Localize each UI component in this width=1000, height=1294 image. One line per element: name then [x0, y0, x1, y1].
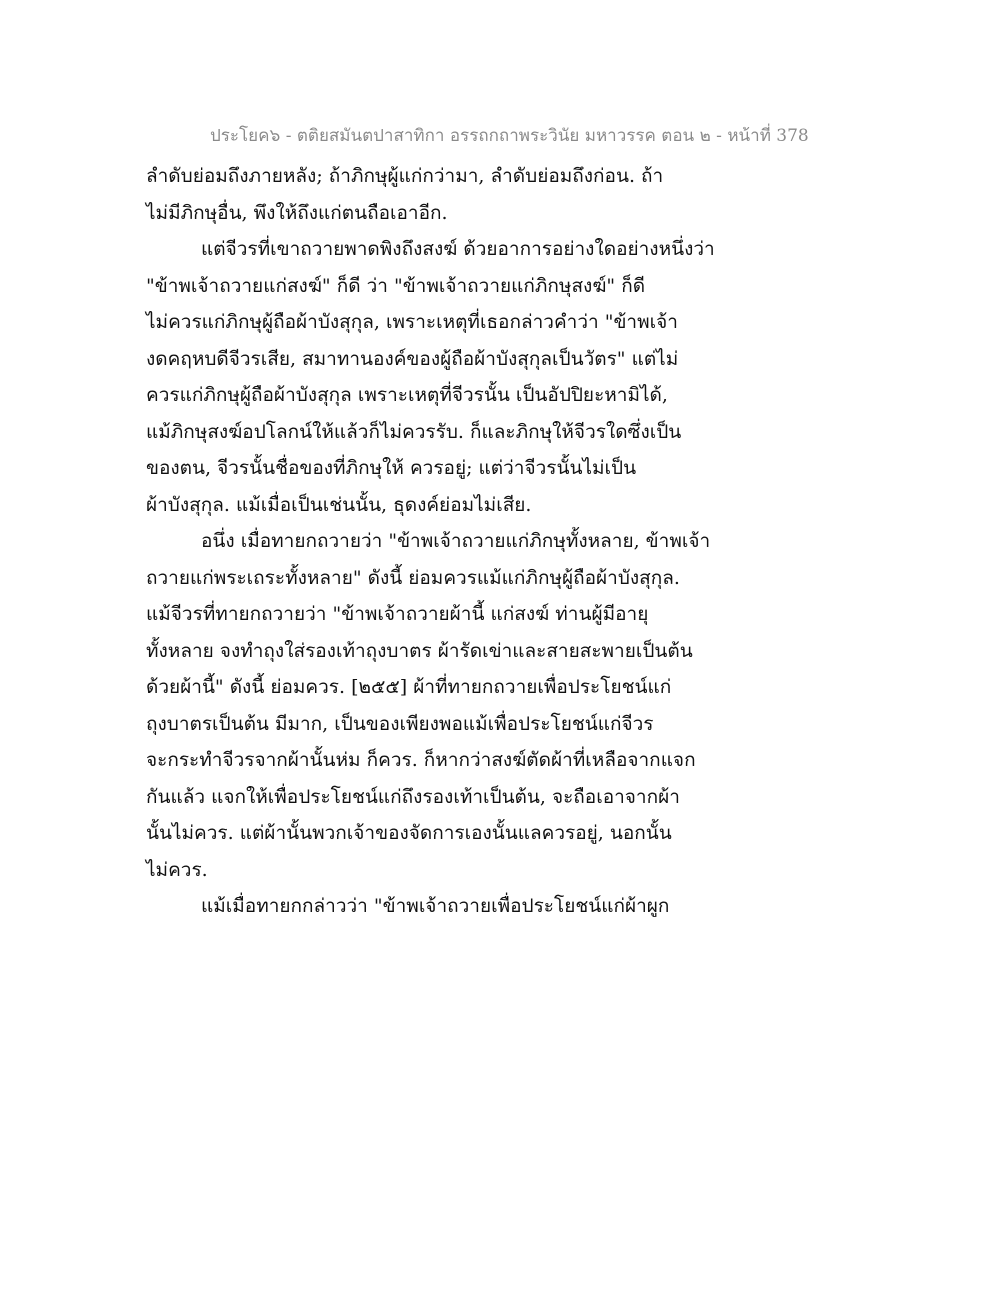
- text-line: แม้จีวรที่ทายกถวายว่า "ข้าพเจ้าถวายผ้านี้ แก่สงฆ์ ท่านผู้มีอายุ: [146, 603, 649, 625]
- paragraph-start-line: อนึ่ง เมื่อทายกถวายว่า "ข้าพเจ้าถวายแก่ภิกษุทั้งหลาย, ข้าพเจ้า: [201, 530, 711, 552]
- text-line: ด้วยผ้านี้" ดังนี้ ย่อมควร. [๒๕๕] ผ้าที่ทายกถวายเพื่อประโยชน์แก่: [146, 676, 672, 698]
- text-line: ลำดับย่อมถึงภายหลัง; ถ้าภิกษุผู้แก่กว่ามา, ลำดับย่อมถึงก่อน. ถ้า: [146, 165, 664, 187]
- paragraph-start-line: แต่จีวรที่เขาถวายพาดพิงถึงสงฆ์ ด้วยอาการอย่างใดอย่างหนึ่งว่า: [201, 238, 715, 260]
- text-line: ผ้าบังสุกุล. แม้เมื่อเป็นเช่นนั้น, ธุดงค์ย่อมไม่เสีย.: [146, 493, 532, 516]
- text-line: งดคฤหบดีจีวรเสีย, สมาทานองค์ของผู้ถือผ้าบังสุกุลเป็นวัตร" แต่ไม่: [146, 347, 679, 370]
- text-line: จะกระทำจีวรจากผ้านั้นห่ม ก็ควร. ก็หากว่าสงฆ์ตัดผ้าที่เหลือจากแจก: [146, 749, 696, 771]
- text-line: กันแล้ว แจกให้เพื่อประโยชน์แก่ถึงรองเท้าเป็นต้น, จะถือเอาจากผ้า: [146, 785, 680, 808]
- text-line: ควรแก่ภิกษุผู้ถือผ้าบังสุกุล เพราะเหตุที่จีวรนั้น เป็นอัปปิยะหามิได้,: [146, 384, 668, 406]
- text-line: ถวายแก่พระเถระทั้งหลาย" ดังนี้ ย่อมควรแม้แก่ภิกษุผู้ถือผ้าบังสุกุล.: [146, 566, 680, 589]
- text-line: ไม่ควรแก่ภิกษุผู้ถือผ้าบังสุกุล, เพราะเหตุที่เธอกล่าวคำว่า "ข้าพเจ้า: [146, 311, 678, 333]
- text-line: "ข้าพเจ้าถวายแก่สงฆ์" ก็ดี ว่า "ข้าพเจ้าถวายแก่ภิกษุสงฆ์" ก็ดี: [146, 274, 646, 297]
- paragraph-start-line: แม้เมื่อทายกกล่าวว่า "ข้าพเจ้าถวายเพื่อประโยชน์แก่ผ้าผูก: [201, 895, 670, 917]
- text-line: นั้นไม่ควร. แต่ผ้านั้นพวกเจ้าของจัดการเองนั้นแลควรอยู่, นอกนั้น: [146, 822, 672, 844]
- text-line: ของตน, จีวรนั้นชื่อของที่ภิกษุให้ ควรอยู่; แต่ว่าจีวรนั้นไม่เป็น: [146, 457, 637, 479]
- text-line: ไม่ควร.: [146, 858, 208, 881]
- body-text: [146, 158, 715, 925]
- text-line: ถุงบาตรเป็นต้น มีมาก, เป็นของเพียงพอแม้เพื่อประโยชน์แก่จีวร: [146, 712, 654, 735]
- text-line: ไม่มีภิกษุอื่น, พึงให้ถึงแก่ตนถือเอาอีก.: [146, 201, 448, 224]
- text-line: แม้ภิกษุสงฆ์อปโลกน์ให้แล้วก็ไม่ควรรับ. ก็และภิกษุให้จีวรใดซึ่งเป็น: [146, 420, 682, 443]
- running-header: ประโยค๖ - ตติยสมันตปาสาทิกา อรรถกถาพระวินัย มหาวรรค ตอน ๒ - หน้าที่ 378: [210, 126, 809, 146]
- text-line: ทั้งหลาย จงทำถุงใส่รองเท้าถุงบาตร ผ้ารัดเข่าและสายสะพายเป็นต้น: [146, 639, 693, 662]
